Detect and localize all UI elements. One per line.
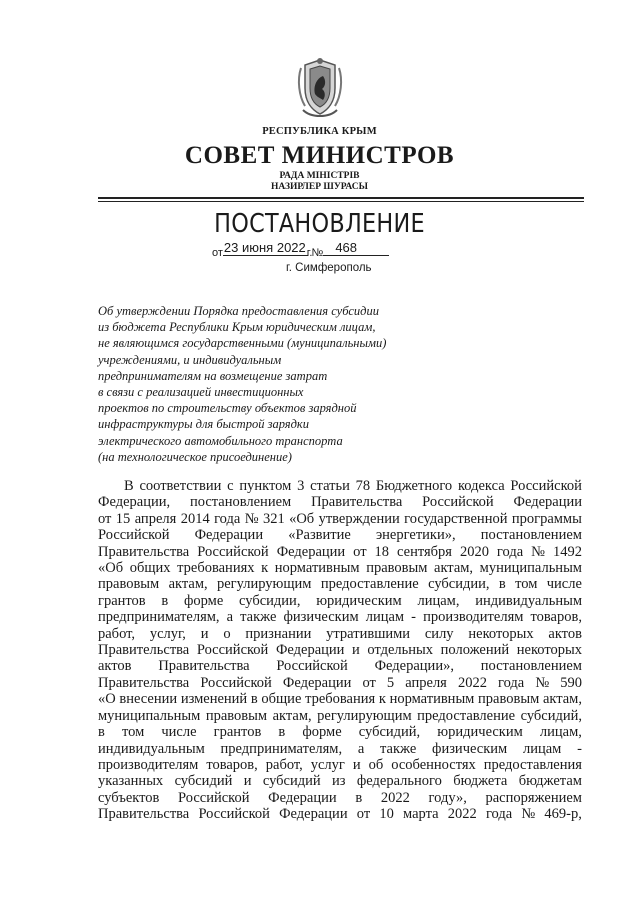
body-line: Федерации, постановлением Правительства Российской Федерации <box>98 494 582 511</box>
body-line: Правительства Российской Федерации от 18 сентября 2020 года № 1492 <box>98 543 582 560</box>
body-line: в том числе грантов в форме субсидий, юридическим лицам, <box>98 724 582 741</box>
body-line: «Об общих требованиях к нормативным правовым актам, муниципальным <box>98 560 582 577</box>
decree-body-text <box>98 478 582 823</box>
body-line: производителям товаров, работ, услуг и об особенностях предоставления <box>98 756 582 773</box>
body-line: субъектов Российской Федерации в 2022 году», распоряжением <box>98 789 582 806</box>
body-line: предпринимателям, а также физическим лицам - производителям товаров, <box>98 609 582 626</box>
council-subtitle-ukrainian: РАДА МІНІСТРІВ <box>279 171 360 181</box>
decree-date-line <box>212 240 389 259</box>
decree-date: 23 июня 2022 <box>223 240 306 255</box>
subject-line: электрического автомобильного транспорта <box>98 433 343 448</box>
body-line: муниципальным правовым актам, регулирующим предоставление субсидий, <box>98 707 582 724</box>
subject-line: из бюджета Республики Крым юридическим лицам, <box>98 320 376 335</box>
crimea-coat-of-arms-emblem <box>293 56 347 122</box>
council-subtitle-crimean-tatar: НАЗИРЛЕР ШУРАСЫ <box>271 182 368 192</box>
body-line: Российской Федерации «Развитие энергетики», постановлением <box>98 527 582 544</box>
body-line: работ, услуг, и о признании утратившими силу некоторых актов <box>98 625 582 642</box>
number-sign: № <box>311 247 324 259</box>
body-line: индивидуальным предпринимателям, а также физическим лицам - <box>98 740 582 757</box>
body-line: указанных субсидий и субсидий из федерального бюджета бюджетам <box>98 773 582 790</box>
council-subtitles <box>0 171 639 193</box>
subject-line: (на технологическое присоединение) <box>98 449 292 464</box>
body-line: Правительства Российской Федерации от 5 апреля 2022 года № 590 <box>98 674 582 691</box>
decree-city: г. Симферополь <box>286 262 372 274</box>
subject-line: учреждениями, и индивидуальным <box>98 352 282 367</box>
header-rule-thin <box>98 201 584 202</box>
body-line: актов Правительства Российской Федерации», постановлением <box>98 658 582 675</box>
body-line: «О внесении изменений в общие требования к нормативным правовым актам, <box>98 691 582 708</box>
body-line: грантов в форме субсидии, юридическим лицам, индивидуальным <box>98 592 582 609</box>
subject-line: проектов по строительству объектов зарядной <box>98 401 357 416</box>
document-type-title: ПОСТАНОВЛЕНИЕ <box>214 209 425 239</box>
body-line: Правительства Российской Федерации и отдельных положений некоторых <box>98 642 582 659</box>
body-line: Правительства Российской Федерации от 10 марта 2022 года № 469-р, <box>98 806 582 823</box>
subject-line: инфраструктуры для быстрой зарядки <box>98 417 310 432</box>
decree-number: 468 <box>323 240 389 256</box>
year-suffix: г. <box>306 247 313 259</box>
subject-line: в связи с реализацией инвестиционных <box>98 385 304 400</box>
council-title: СОВЕТ МИНИСТРОВ <box>184 142 455 169</box>
subject-line: Об утверждении Порядка предоставления субсидии <box>98 304 379 318</box>
date-prefix: от <box>212 247 223 259</box>
body-line: от 15 апреля 2014 года № 321 «Об утверждении государственной программы <box>98 510 582 527</box>
header-rule-thick <box>98 197 584 199</box>
subject-line: предпринимателям на возмещение затрат <box>98 368 328 383</box>
body-line: правовым актам, регулирующим предоставление субсидии, в том числе <box>98 576 582 593</box>
subject-line: не являющимся государственными (муниципальными) <box>98 336 387 351</box>
republic-name: РЕСПУБЛИКА КРЫМ <box>262 126 377 137</box>
body-line: В соответствии с пунктом 3 статьи 78 Бюджетного кодекса Российской <box>124 478 582 494</box>
decree-subject <box>98 303 386 465</box>
